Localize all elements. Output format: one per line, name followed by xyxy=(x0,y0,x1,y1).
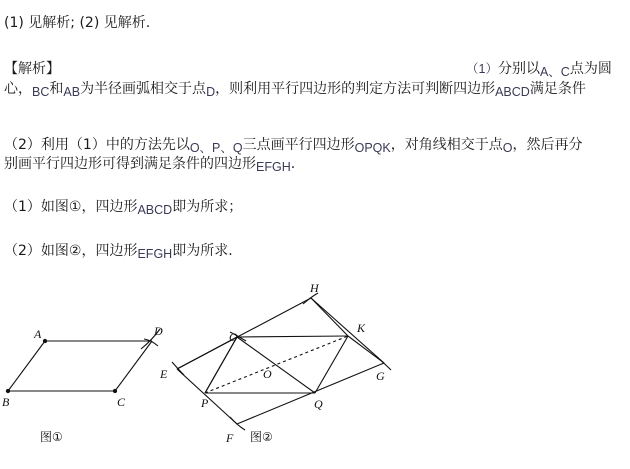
arc-g xyxy=(376,356,391,370)
analysis-p1-start: （1）分别以A、C点为圆 xyxy=(466,61,612,79)
segment-ab xyxy=(8,341,45,391)
label-k: K xyxy=(357,321,366,335)
solution-line-1: （1）如图①，四边形ABCD即为所求； xyxy=(4,199,243,217)
label-d: D xyxy=(154,324,163,338)
point-c xyxy=(113,389,116,392)
label-g: G xyxy=(376,369,385,383)
analysis-heading: 【解析】 xyxy=(4,61,60,77)
answer-line: (1) 见解析; (2) 见解析. xyxy=(4,15,151,31)
segment-h-k xyxy=(311,298,348,336)
segment-ok xyxy=(237,336,348,337)
point-b xyxy=(6,389,9,392)
label-h: H xyxy=(310,281,319,295)
diagonal-pk xyxy=(205,336,348,393)
point-a xyxy=(43,339,46,342)
label-o-center: O xyxy=(263,367,272,381)
label-e: E xyxy=(160,367,168,381)
label-q: Q xyxy=(314,397,323,411)
label-f: F xyxy=(226,431,234,445)
label-a: A xyxy=(34,327,42,341)
figure-1 xyxy=(6,329,160,393)
analysis-p2-line2: 别画平行四边形可得到满足条件的四边形EFGH. xyxy=(4,156,296,174)
segment-cd xyxy=(115,341,152,391)
diagonal-oq xyxy=(237,337,315,393)
label-c: C xyxy=(117,395,126,409)
solution-line-2: （2）如图②，四边形EFGH即为所求. xyxy=(4,243,233,261)
label-b: B xyxy=(2,395,10,409)
arc-e xyxy=(172,362,184,375)
analysis-p1-body: 心，BC和AB为半径画弧相交于点D，则利用平行四边形的判定方法可判断四边形ABCD满足条件 xyxy=(4,81,586,99)
analysis-p2-line1: （2）利用（1）中的方法先以O、P、Q三点画平行四边形OPQK，对角线相交于点O，然后再分 xyxy=(4,137,583,155)
figure-2-caption: 图② xyxy=(250,430,273,444)
figure-1-caption: 图① xyxy=(40,430,63,444)
label-o-top: O xyxy=(229,330,238,344)
label-p: P xyxy=(201,396,209,410)
segment-hg xyxy=(311,298,384,363)
